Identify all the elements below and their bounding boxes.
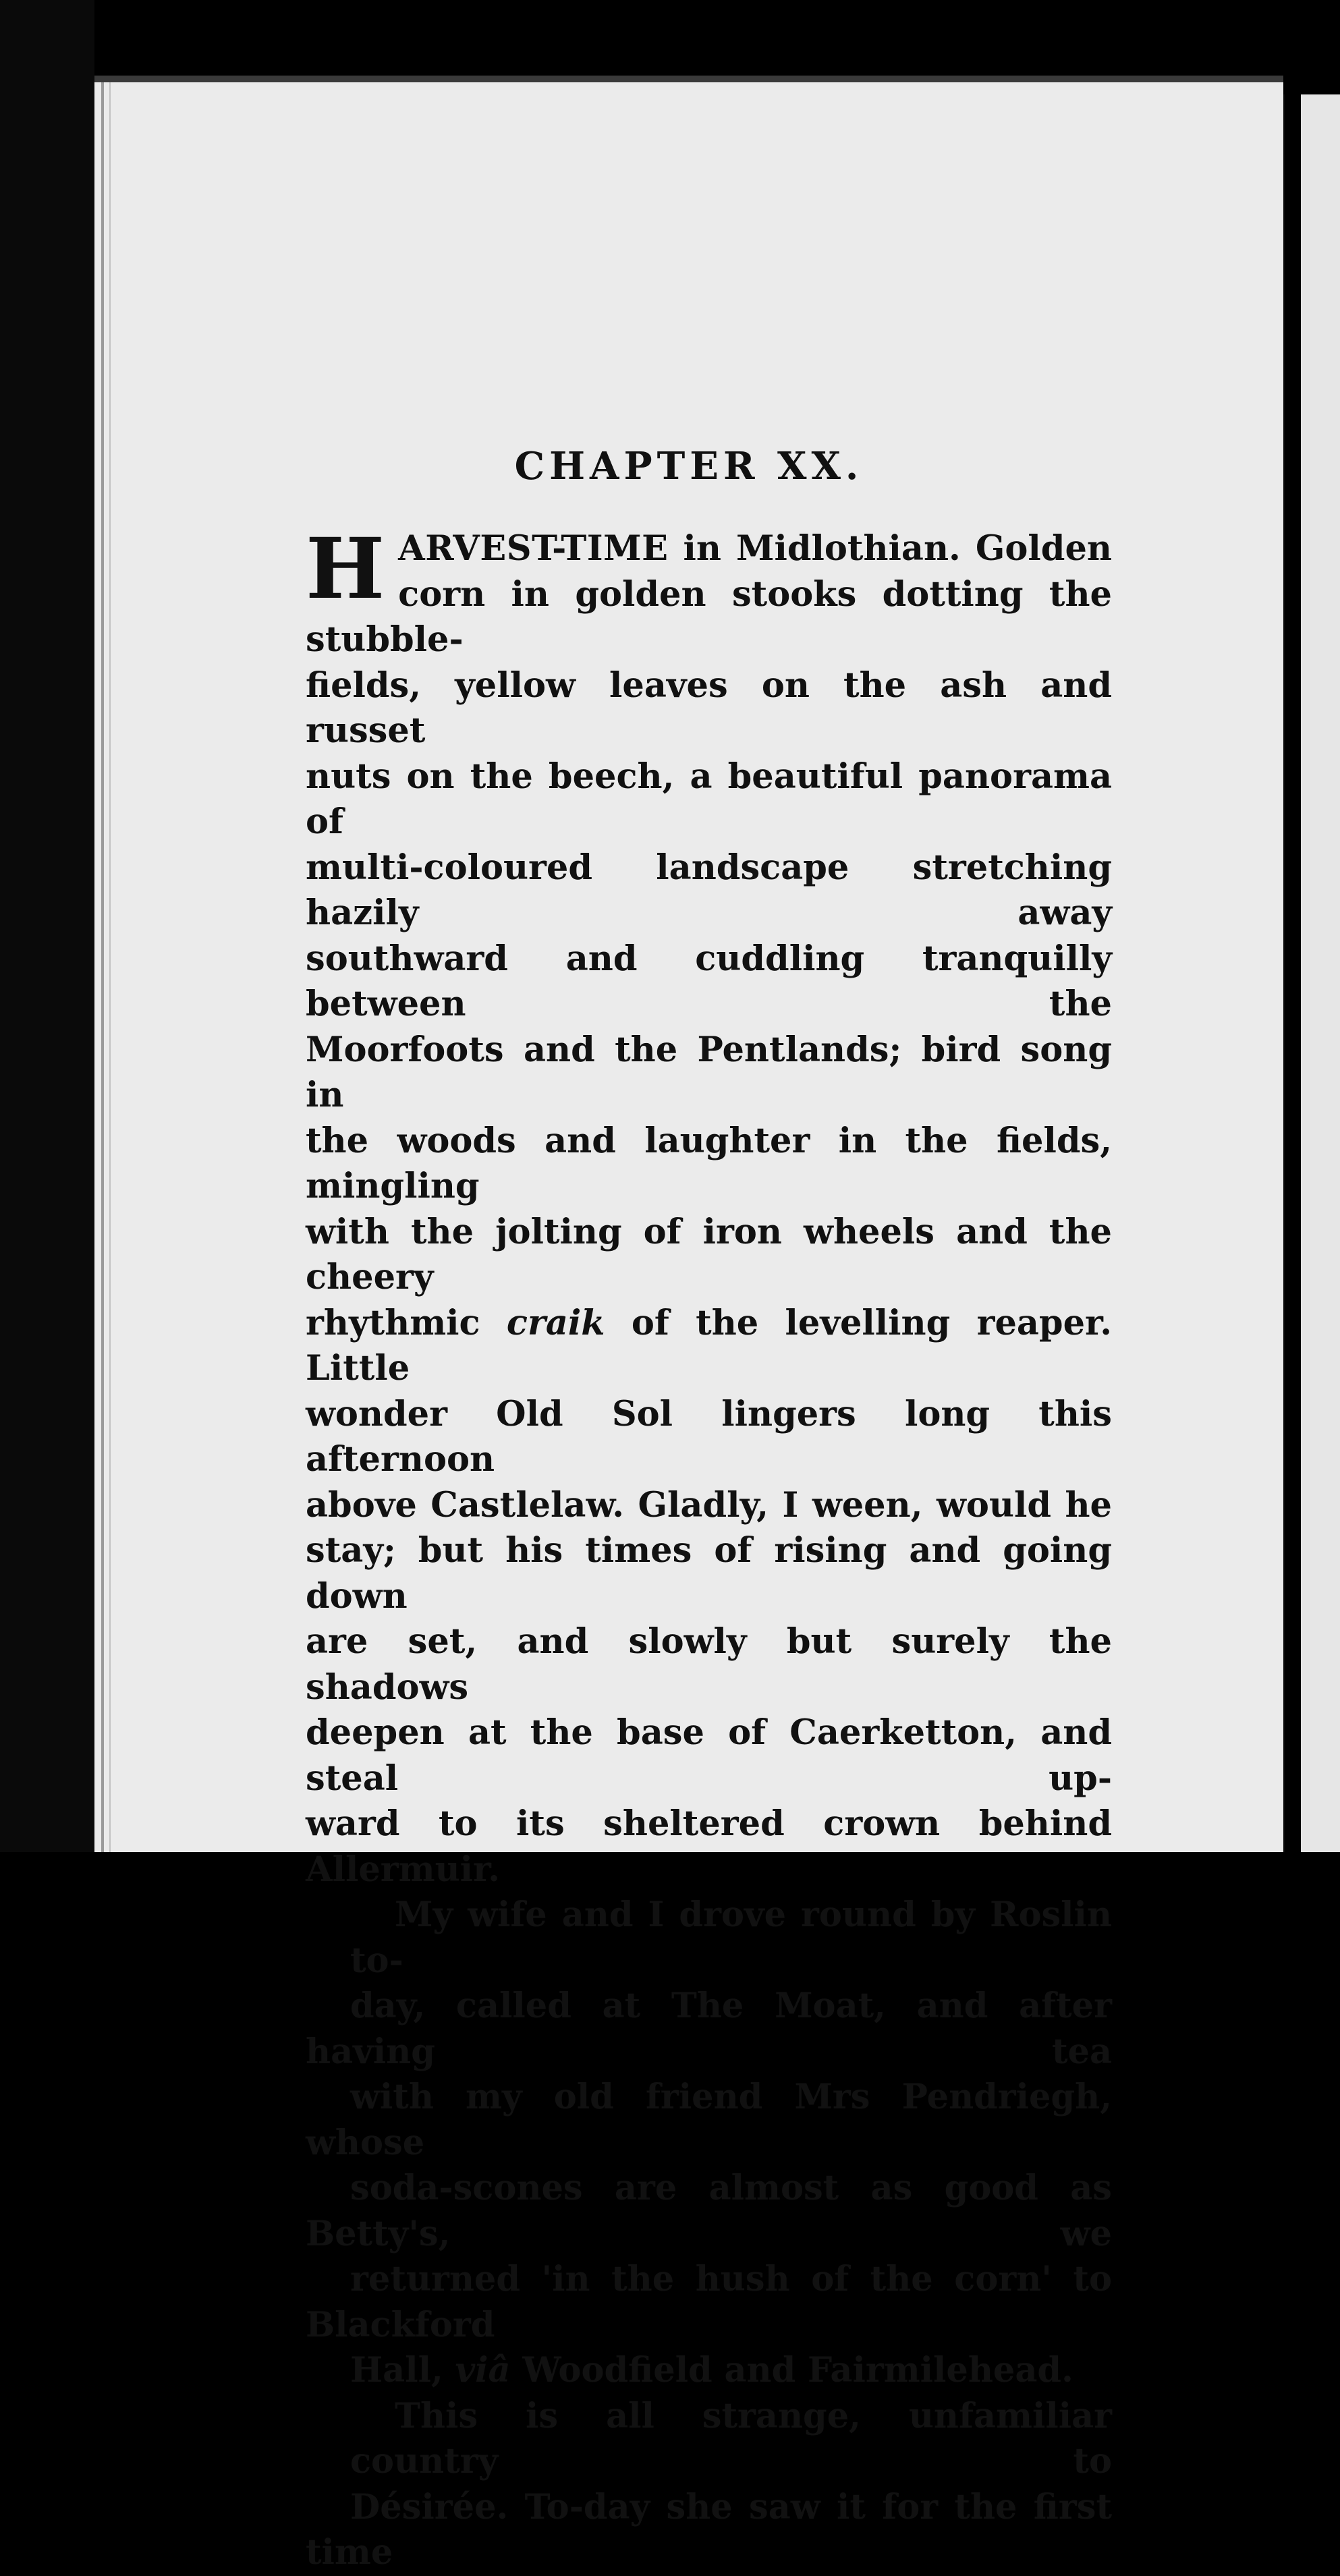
text-line: southward and cuddling tranquilly between the: [306, 938, 1112, 1024]
lead-caps: ARVEST-TIME: [398, 528, 669, 569]
binding-edge-inner: [109, 82, 111, 1852]
text-line: Moorfoots and the Pentlands; bird song in: [306, 1029, 1112, 1115]
text-line: deepen at the base of Caerketton, and steal up-: [306, 1712, 1112, 1799]
text-line: corn in golden stooks dotting the stubble-: [306, 573, 1112, 660]
text-line: multi-coloured landscape stretching hazily away: [306, 847, 1112, 933]
text-line: fields, yellow leaves on the ash and russet: [306, 665, 1112, 751]
italic-word: viâ: [455, 2350, 511, 2390]
text-line: soda-scones are almost as good as Betty's, we: [306, 2168, 1112, 2254]
text-line: nuts on the beech, a beautiful panorama of: [306, 756, 1112, 842]
text-fragment: Hall,: [350, 2350, 455, 2390]
italic-word: craik: [506, 1302, 605, 1343]
text-fragment: rhythmic: [306, 1302, 507, 1343]
text-line: above Castlelaw. Gladly, I ween, would he: [306, 1484, 1112, 1525]
text-line: stay; but his times of rising and going down: [306, 1530, 1112, 1617]
text-line: day, called at The Moat, and after having tea: [306, 1986, 1112, 2072]
text-fragment: of the levelling reaper. Little: [306, 1302, 1112, 1389]
text-line: My wife and I drove round by Roslin to-: [350, 1895, 1112, 1981]
text-line: with the jolting of iron wheels and the cheery: [306, 1211, 1112, 1297]
scan-border-left: [0, 0, 94, 1852]
binding-edge: [101, 82, 104, 1852]
text-line: This is all strange, unfamiliar country to: [350, 2395, 1112, 2482]
paragraph-3: [306, 2394, 1112, 2576]
text-fragment: Woodfield and Fairmilehead.: [510, 2350, 1073, 2390]
text-line: returned 'in the hush of the corn' to Blackford: [306, 2259, 1112, 2345]
text-line: with my old friend Mrs Pendriegh, whose: [306, 2077, 1112, 2163]
text-line: ward to its sheltered crown behind Allermuir.: [306, 1803, 1112, 1890]
paragraph-2: [306, 1893, 1112, 2394]
text-line: are set, and slowly but surely the shadows: [306, 1621, 1112, 1708]
drop-cap: H: [306, 520, 385, 618]
text-line: [306, 1301, 1112, 1392]
text-line: [306, 2348, 1112, 2394]
chapter-heading: CHAPTER XX.: [514, 444, 864, 488]
text-line: wonder Old Sol lingers long this afternoon: [306, 1393, 1112, 1480]
body-text: [306, 520, 1112, 2576]
text-line: the woods and laughter in the fields, mingling: [306, 1120, 1112, 1206]
text-line: [306, 526, 1112, 572]
text-line: Désirée. To-day she saw it for the first time: [306, 2486, 1112, 2573]
text-fragment: in Midlothian. Golden: [668, 528, 1112, 569]
paragraph-1: [306, 520, 1112, 1893]
adjacent-page-edge: [1301, 94, 1340, 1852]
